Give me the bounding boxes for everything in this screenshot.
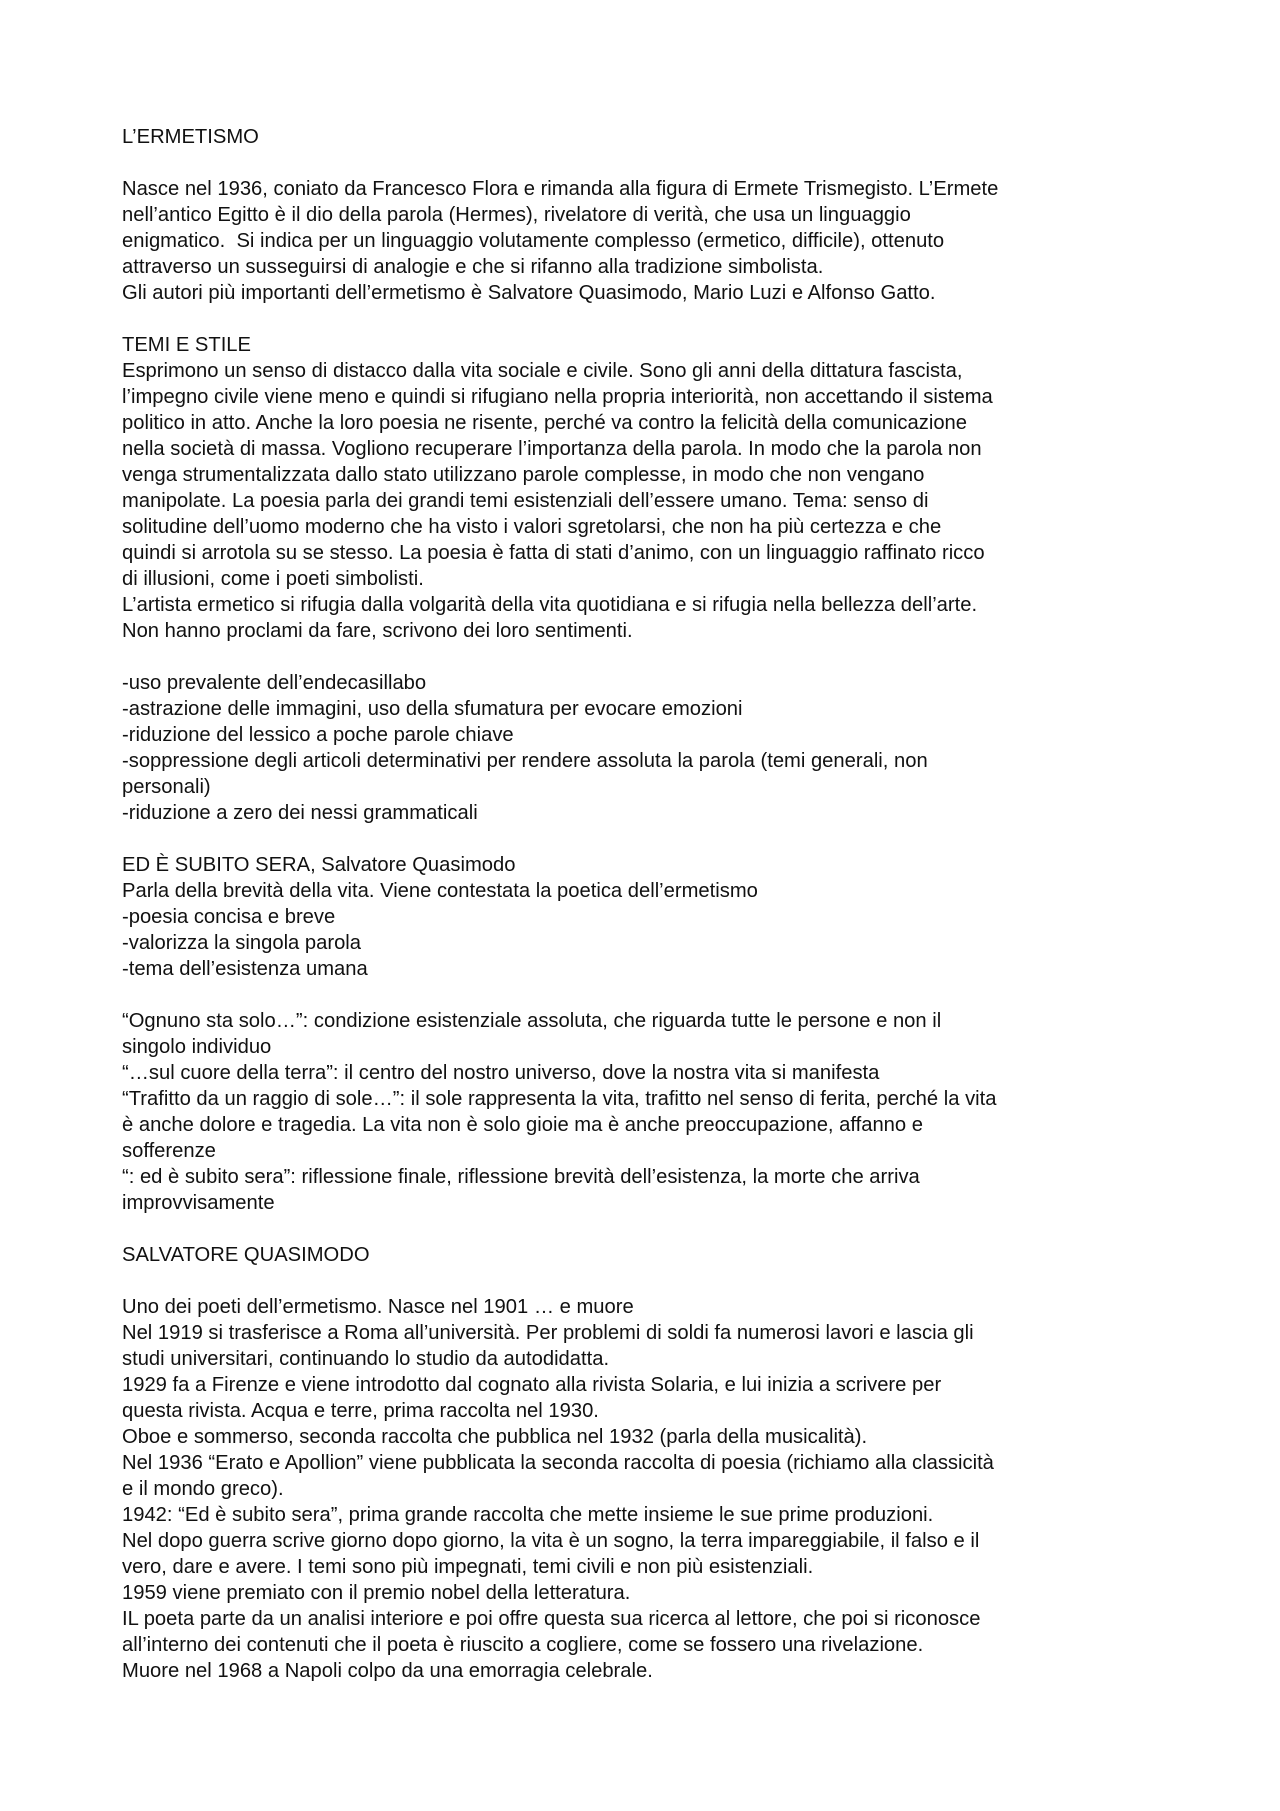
author-line: studi universitari, continuando lo studio da autodidatta. (122, 1348, 610, 1370)
temi-paragraph (122, 358, 1184, 644)
author-line: all’interno dei contenuti che il poeta è riuscito a cogliere, come se fossero una rivelazione. (122, 1634, 924, 1656)
author-line: e il mondo greco). (122, 1478, 284, 1500)
blank-line (122, 982, 1184, 1008)
features-list (122, 670, 1184, 826)
author-line: Muore nel 1968 a Napoli colpo da una emorragia celebrale. (122, 1660, 653, 1682)
temi-line: L’artista ermetico si rifugia dalla volgarità della vita quotidiana e si rifugia nella bellezza dell’arte. (122, 594, 978, 616)
analysis-line: singolo individuo (122, 1036, 272, 1058)
author-line: IL poeta parte da un analisi interiore e poi offre questa sua ricerca al lettore, che poi si riconosce (122, 1608, 981, 1630)
author-line: Nel dopo guerra scrive giorno dopo giorno, la vita è un sogno, la terra impareggiabile, il falso e il (122, 1530, 980, 1552)
intro-line: Nasce nel 1936, coniato da Francesco Flora e rimanda alla figura di Ermete Trismegisto. L’Ermete (122, 178, 999, 200)
analysis-line: improvvisamente (122, 1192, 275, 1214)
poem-paragraph (122, 878, 1184, 982)
analysis-line: è anche dolore e tragedia. La vita non è solo gioie ma è anche preoccupazione, affanno e (122, 1114, 923, 1136)
blank-line (122, 150, 1184, 176)
temi-line: politico in atto. Anche la loro poesia ne risente, perché va contro la felicità della comunicazione (122, 412, 968, 434)
list-item: -uso prevalente dell’endecasillabo (122, 672, 427, 694)
section-heading-temi: TEMI E STILE (122, 334, 252, 356)
analysis-line: “: ed è subito sera”: riflessione finale, riflessione brevità dell’esistenza, la morte che arriva (122, 1166, 920, 1188)
temi-line: l’impegno civile viene meno e quindi si rifugiano nella propria interiorità, non accettando il sistema (122, 386, 993, 408)
document-body (122, 124, 1184, 1684)
temi-line: Non hanno proclami da fare, scrivono dei loro sentimenti. (122, 620, 633, 642)
temi-line: di illusioni, come i poeti simbolisti. (122, 568, 424, 590)
blank-line (122, 1268, 1184, 1294)
poem-line: Parla della brevità della vita. Viene contestata la poetica dell’ermetismo (122, 880, 758, 902)
temi-line: nella società di massa. Vogliono recuperare l’importanza della parola. In modo che la parola non (122, 438, 982, 460)
poem-line: -tema dell’esistenza umana (122, 958, 368, 980)
analysis-line: “…sul cuore della terra”: il centro del nostro universo, dove la nostra vita si manifesta (122, 1062, 880, 1084)
poem-line: -valorizza la singola parola (122, 932, 362, 954)
list-item: -astrazione delle immagini, uso della sfumatura per evocare emozioni (122, 698, 743, 720)
author-line: vero, dare e avere. I temi sono più impegnati, temi civili e non più esistenziali. (122, 1556, 814, 1578)
temi-line: venga strumentalizzata dallo stato utilizzano parole complesse, in modo che non vengano (122, 464, 925, 486)
intro-line: nell’antico Egitto è il dio della parola (Hermes), rivelatore di verità, che usa un linguaggio (122, 204, 911, 226)
author-line: Nel 1919 si trasferisce a Roma all’università. Per problemi di soldi fa numerosi lavori e lascia gli (122, 1322, 974, 1344)
blank-line (122, 644, 1184, 670)
analysis-line: “Trafitto da un raggio di sole…”: il sole rappresenta la vita, trafitto nel senso di ferita, perché la vita (122, 1088, 997, 1110)
temi-line: quindi si arrotola su se stesso. La poesia è fatta di stati d’animo, con un linguaggio raffinato ricco (122, 542, 985, 564)
temi-line: solitudine dell’uomo moderno che ha visto i valori sgretolarsi, che non ha più certezza e che (122, 516, 942, 538)
author-line: Nel 1936 “Erato e Apollion” viene pubblicata la seconda raccolta di poesia (richiamo alla classicità (122, 1452, 994, 1474)
list-item: -riduzione del lessico a poche parole chiave (122, 724, 514, 746)
author-line: 1929 fa a Firenze e viene introdotto dal cognato alla rivista Solaria, e lui inizia a scrivere per (122, 1374, 942, 1396)
list-item: -riduzione a zero dei nessi grammaticali (122, 802, 478, 824)
author-line: 1959 viene premiato con il premio nobel della letteratura. (122, 1582, 631, 1604)
intro-line: Gli autori più importanti dell’ermetismo è Salvatore Quasimodo, Mario Luzi e Alfonso Gatto. (122, 282, 936, 304)
document-title: L’ERMETISMO (122, 126, 259, 148)
intro-paragraph (122, 176, 1184, 306)
analysis-line: sofferenze (122, 1140, 216, 1162)
intro-line: attraverso un susseguirsi di analogie e che si rifanno alla tradizione simbolista. (122, 256, 824, 278)
author-paragraph (122, 1294, 1184, 1684)
poem-line: -poesia concisa e breve (122, 906, 336, 928)
blank-line (122, 1216, 1184, 1242)
author-line: Oboe e sommerso, seconda raccolta che pubblica nel 1932 (parla della musicalità). (122, 1426, 868, 1448)
section-heading-poem: ED È SUBITO SERA, Salvatore Quasimodo (122, 854, 516, 876)
analysis-line: “Ognuno sta solo…”: condizione esistenziale assoluta, che riguarda tutte le persone e non il (122, 1010, 942, 1032)
blank-line (122, 826, 1184, 852)
analysis-paragraph (122, 1008, 1184, 1216)
intro-line: enigmatico. Si indica per un linguaggio volutamente complesso (ermetico, difficile), ottenuto (122, 230, 945, 252)
temi-line: manipolate. La poesia parla dei grandi temi esistenziali dell’essere umano. Tema: senso di (122, 490, 929, 512)
list-item: -soppressione degli articoli determinativi per rendere assoluta la parola (temi generali, non (122, 750, 928, 772)
section-heading-author: SALVATORE QUASIMODO (122, 1244, 370, 1266)
author-line: Uno dei poeti dell’ermetismo. Nasce nel 1901 … e muore (122, 1296, 634, 1318)
author-line: 1942: “Ed è subito sera”, prima grande raccolta che mette insieme le sue prime produzioni. (122, 1504, 934, 1526)
blank-line (122, 306, 1184, 332)
temi-line: Esprimono un senso di distacco dalla vita sociale e civile. Sono gli anni della dittatura fascista, (122, 360, 963, 382)
author-line: questa rivista. Acqua e terre, prima raccolta nel 1930. (122, 1400, 599, 1422)
list-item: personali) (122, 776, 211, 798)
